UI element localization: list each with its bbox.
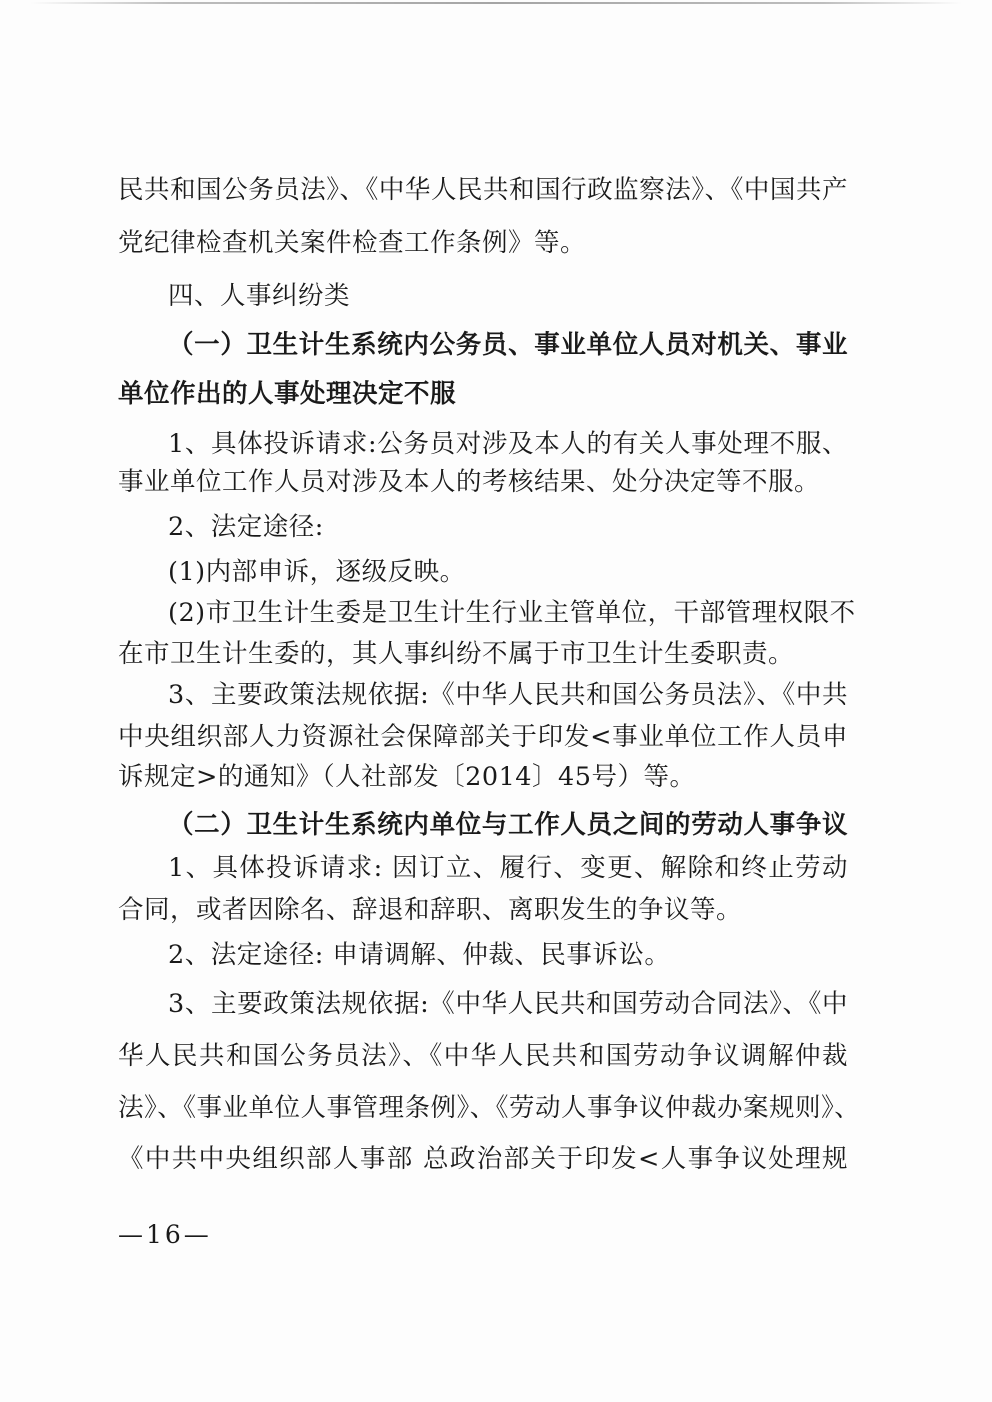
text-line: 法》、《事业单位人事管理条例》、《劳动人事争议仲裁办案规则》、 <box>118 1093 861 1123</box>
section-heading: 四、人事纠纷类 <box>168 281 351 311</box>
text-line: 在市卫生计生委的，其人事纠纷不属于市卫生计生委职责。 <box>118 639 795 669</box>
page-number: —16— <box>118 1220 212 1249</box>
text-line: 事业单位工作人员对涉及本人的考核结果、处分决定等不服。 <box>118 467 821 497</box>
text-line: 1、具体投诉请求: 因订立、履行、变更、解除和终止劳动 <box>168 853 848 883</box>
text-line: 合同，或者因除名、辞退和辞职、离职发生的争议等。 <box>118 895 743 925</box>
subsection-heading: 单位作出的人事处理决定不服 <box>118 379 457 409</box>
subsection-heading: （二）卫生计生系统内单位与工作人员之间的劳动人事争议 <box>168 810 848 840</box>
scan-edge <box>30 2 962 4</box>
text-line: 3、主要政策法规依据:《中华人民共和国公务员法》、《中共 <box>168 680 848 710</box>
text-line: (1)内部申诉，逐级反映。 <box>168 557 466 587</box>
subsection-heading: （一）卫生计生系统内公务员、事业单位人员对机关、事业 <box>168 330 848 360</box>
text-line: 中央组织部人力资源社会保障部关于印发<事业单位工作人员申 <box>118 722 848 752</box>
text-line: 民共和国公务员法》、《中华人民共和国行政监察法》、《中国共产 <box>118 175 848 205</box>
text-line: 华人民共和国公务员法》、《中华人民共和国劳动争议调解仲裁 <box>118 1041 848 1071</box>
text-line: 2、法定途径: <box>168 512 324 542</box>
text-line: 3、主要政策法规依据:《中华人民共和国劳动合同法》、《中 <box>168 989 848 1019</box>
text-line: 诉规定>的通知》（人社部发〔2014〕45号）等。 <box>118 762 696 792</box>
text-line: 《中共中央组织部人事部 总政治部关于印发<人事争议处理规 <box>118 1144 848 1174</box>
text-line: 1、具体投诉请求:公务员对涉及本人的有关人事处理不服、 <box>168 429 848 459</box>
text-line: (2)市卫生计生委是卫生计生行业主管单位，干部管理权限不 <box>168 598 856 628</box>
text-line: 2、法定途径: 申请调解、仲裁、民事诉讼。 <box>168 940 671 970</box>
text-line: 党纪律检查机关案件检查工作条例》等。 <box>118 228 587 258</box>
